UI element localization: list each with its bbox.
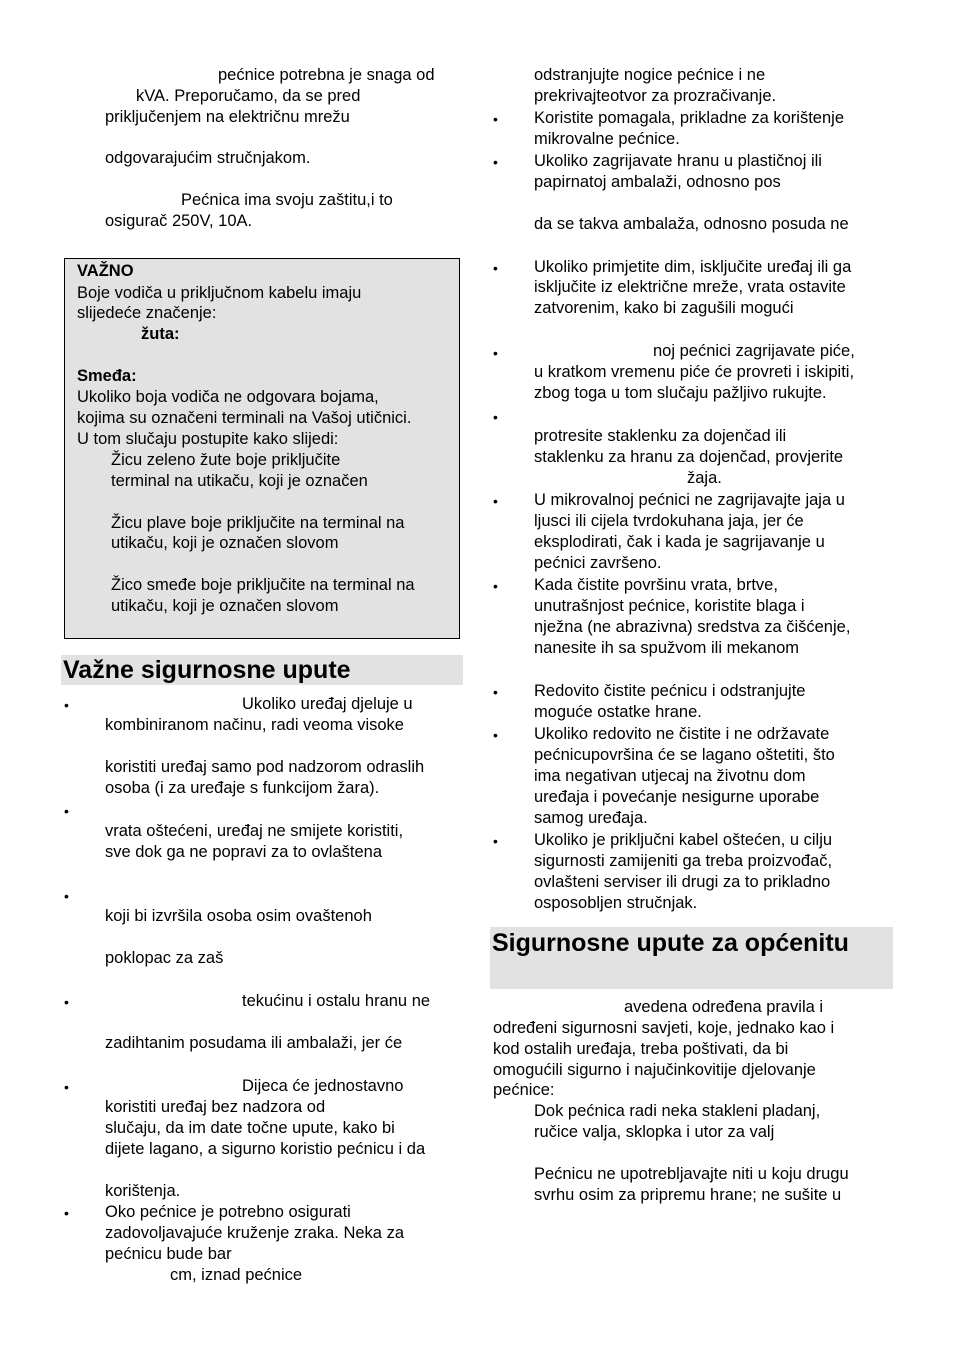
text-line: Pećnicu ne upotrebljavajte niti u koju drugu	[534, 1165, 849, 1183]
text-line: ručice valja, sklopka i utor za valj	[534, 1123, 775, 1141]
text-line: Koristite pomagala, prikladne za korištenje	[534, 109, 844, 127]
section-heading: Sigurnosne upute za općenitu	[490, 927, 893, 989]
bullet: •	[64, 994, 69, 1010]
bullet: •	[64, 1205, 69, 1221]
text-line: Kada čistite površinu vrata, brtve,	[534, 576, 778, 594]
text-line: osposobljen stručnjak.	[534, 894, 698, 912]
text-line: U tom slučaju postupite kako slijedi:	[77, 430, 339, 448]
text-line: noj pećnici zagrijavate piće,	[653, 342, 855, 360]
text-line: dijete lagano, a sigurno koristio pećnicu i da	[105, 1140, 426, 1158]
bullet: •	[493, 684, 498, 700]
text-line: Dijeca će jednostavno	[242, 1077, 404, 1095]
section-heading: Važne sigurnosne upute	[61, 655, 463, 685]
bullet: •	[493, 345, 498, 361]
text-line: svrhu osim za pripremu hrane; ne sušite u	[534, 1186, 842, 1204]
text-line: pećnice potrebna je snaga od	[218, 66, 435, 84]
text-line: osigurač 250V, 10A.	[105, 212, 253, 230]
text-line: Ukoliko redovito ne čistite i ne održavate	[534, 725, 830, 743]
text-line: nježna (ne abrazivna) sredstva za čišćenje,	[534, 618, 851, 636]
text-line: da se takva ambalaža, odnosno posuda ne	[534, 215, 849, 233]
text-line: staklenku za hranu za dojenčad, provjerite	[534, 448, 844, 466]
bullet: •	[493, 727, 498, 743]
text-line: kojima su označeni terminali na Vašoj utičnici.	[77, 409, 412, 427]
text-line: Ukoliko je priključni kabel oštećen, u cilju	[534, 831, 833, 849]
text-line: tekućinu i ostalu hranu ne	[242, 992, 431, 1010]
bullet: •	[493, 111, 498, 127]
text-line: terminal na utikaču, koji je označen	[111, 472, 368, 490]
text-line: ima negativan utjecaj na životnu dom	[534, 767, 806, 785]
text-line: isključite iz električne mreže, vrata ostavite	[534, 278, 846, 296]
text-line: zbog toga u tom slučaju pažljivo rukujte.	[534, 384, 827, 402]
text-line: moguće ostatke hrane.	[534, 703, 702, 721]
bullet: •	[64, 697, 69, 713]
text-line: pećnici završeno.	[534, 554, 662, 572]
text-line: sve dok ga ne popravi za to ovlaštena	[105, 843, 383, 861]
bullet: •	[64, 1079, 69, 1095]
text-line: koristiti uređaj bez nadzora od	[105, 1098, 326, 1116]
text-line: Ukoliko zagrijavate hranu u plastičnoj ili	[534, 152, 822, 170]
text-line: koristiti uređaj samo pod nadzorom odraslih	[105, 758, 425, 776]
text-line: koji bi izvršila osoba osim ovaštenoh	[105, 907, 372, 925]
text-line: nanesite ih sa spužvom ili mekanom	[534, 639, 800, 657]
text-line: samog uređaja.	[534, 809, 648, 827]
text-line: kombiniranom načinu, radi veoma visoke	[105, 716, 404, 734]
bullet: •	[493, 833, 498, 849]
bullet: •	[493, 154, 498, 170]
text-line: pećnicupovršina će se lagano oštetiti, što	[534, 746, 835, 764]
text-line: Oko pećnice je potrebno osigurati	[105, 1203, 351, 1221]
text-line: Boje vodiča u priključnom kabelu imaju	[77, 284, 362, 302]
text-line: određeni sigurnosni savjeti, koje, jednako kao i	[493, 1019, 835, 1037]
bullet: •	[64, 803, 69, 819]
text-line: unutrašnjost pećnice, koristite blaga i	[534, 597, 805, 615]
bullet: •	[493, 409, 498, 425]
text-line: poklopac za zaš	[105, 949, 224, 967]
text-line: ljusci ili cijela tvrdokuhana jaja, jer će	[534, 512, 804, 530]
text-line: Ukoliko primjetite dim, isključite uređaj ili ga	[534, 258, 852, 276]
text-line: eksplodirati, čak i kada je sagrijavanje u	[534, 533, 825, 551]
text-line: mikrovalne pećnice.	[534, 130, 680, 148]
text-line: zatvorenim, kako bi zagušili mogući	[534, 299, 794, 317]
text-line: protresite staklenku za dojenčad ili	[534, 427, 787, 445]
text-line: Dok pećnica radi neka stakleni pladanj,	[534, 1102, 821, 1120]
important-title: VAŽNO	[77, 262, 134, 280]
text-line: slučaju, da im date točne upute, kako bi	[105, 1119, 395, 1137]
text-line: cm, iznad pećnice	[170, 1266, 303, 1284]
text-line: avedena određena pravila i	[624, 998, 824, 1016]
text-line: Redovito čistite pećnicu i odstranjujte	[534, 682, 806, 700]
wire-color-label: žuta:	[141, 325, 180, 343]
text-line: utikaču, koji je označen slovom	[111, 597, 339, 615]
text-line: kod ostalih uređaja, treba poštivati, da bi	[493, 1040, 789, 1058]
text-line: ovlašteni serviser ili drugi za to prikladno	[534, 873, 831, 891]
text-line: U mikrovalnoj pećnici ne zagrijavajte jaja u	[534, 491, 845, 509]
text-line: prekrivajteotvor za prozračivanje.	[534, 87, 777, 105]
text-line: utikaču, koji je označen slovom	[111, 534, 339, 552]
bullet: •	[493, 493, 498, 509]
text-line: sigurnosti zamijeniti ga treba proizvođač,	[534, 852, 833, 870]
wire-color-label: Smeđa:	[77, 367, 137, 385]
text-line: Ukoliko boja vodiča ne odgovara bojama,	[77, 388, 379, 406]
text-line: uređaja i povećanje nesigurne uporabe	[534, 788, 820, 806]
bullet: •	[493, 578, 498, 594]
text-line: zadihtanim posudama ili ambalaži, jer će	[105, 1034, 403, 1052]
text-line: Žicu plave boje priključite na terminal na	[111, 514, 405, 532]
text-line: priključenjem na električnu mrežu	[105, 108, 350, 126]
text-line: kVA. Preporučamo, da se pred	[136, 87, 361, 105]
text-line: korištenja.	[105, 1182, 181, 1200]
text-line: Ukoliko uređaj djeluje u	[242, 695, 413, 713]
text-line: papirnatoj ambalaži, odnosno pos	[534, 173, 781, 191]
text-line: odstranjujte nogice pećnice i ne	[534, 66, 766, 84]
text-line: pećnicu bude bar	[105, 1245, 232, 1263]
text-line: Pećnica ima svoju zaštitu,i to	[181, 191, 393, 209]
text-line: zadovoljavajuće kruženje zraka. Neka za	[105, 1224, 404, 1242]
text-line: u kratkom vremenu piće će provreti i iskipiti,	[534, 363, 855, 381]
text-line: pećnice:	[493, 1081, 555, 1099]
text-line: odgovarajućim stručnjakom.	[105, 149, 311, 167]
text-line: Žicu zeleno žute boje priključite	[111, 451, 341, 469]
text-line: osoba (i za uređaje s funkcijom žara).	[105, 779, 380, 797]
text-line: vrata oštećeni, uređaj ne smijete koristiti,	[105, 822, 404, 840]
text-line: Žico smeđe boje priključite na terminal na	[111, 576, 415, 594]
bullet: •	[493, 260, 498, 276]
text-line: slijedeće značenje:	[77, 304, 217, 322]
text-line: omogućili sigurno i najučinkovitije djelovanje	[493, 1061, 816, 1079]
bullet: •	[64, 888, 69, 904]
text-line: žaja.	[687, 469, 722, 487]
